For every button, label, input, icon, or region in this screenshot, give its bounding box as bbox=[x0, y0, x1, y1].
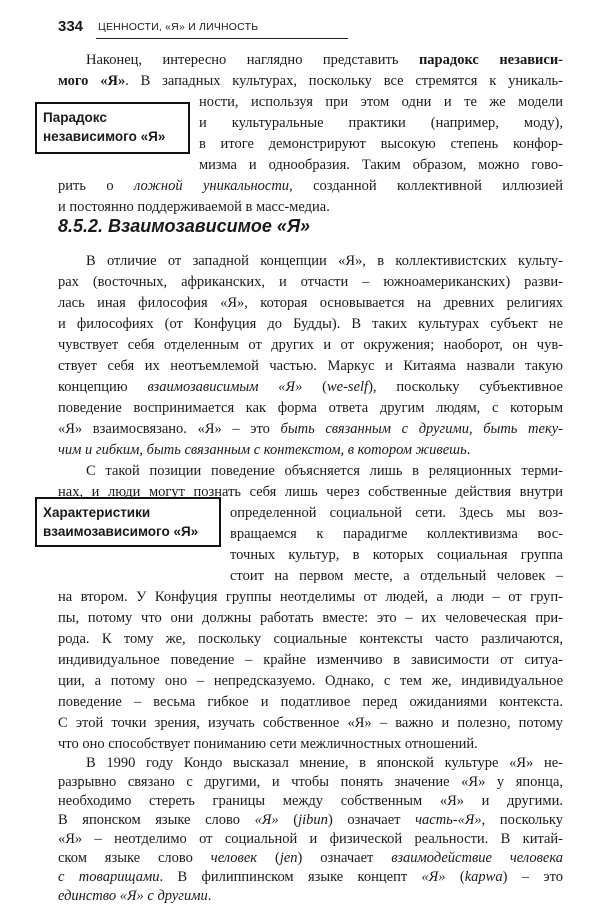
text-line: лась иная философия «Я», которая основывается на древних религиях bbox=[58, 295, 563, 311]
italic-term: ложной уникальности bbox=[134, 178, 290, 194]
text-line: пы, потому что они должны работать вместе: это – их человеческая при- bbox=[58, 610, 563, 626]
italic-term: взаимозависимым «Я» bbox=[147, 379, 303, 395]
text-line: С этой точки зрения, изучать собственное «Я» – важно и полезно, потому bbox=[58, 715, 563, 731]
text-line: чим и гибким, быть связанным с контекстом, в котором живешь. bbox=[58, 442, 471, 458]
text-line: рода. К тому же, поскольку социальные контексты часто различаются, bbox=[58, 631, 563, 647]
text-line: и постоянно поддерживаемой в масс-медиа. bbox=[58, 199, 330, 215]
text-line: вращаемся к парадигме коллективизма вос- bbox=[230, 526, 563, 542]
italic-term: jen bbox=[279, 850, 298, 866]
text-line: концепцию взаимозависимым «Я» (we-self), поскольку субъективное bbox=[58, 379, 563, 395]
text-line: определенной социальной сети. Здесь мы воз- bbox=[230, 505, 563, 521]
text-line: В отличие от западной концепции «Я», в коллективистских культу- bbox=[86, 253, 563, 269]
text-line: ности, используя при этом одни и те же модели bbox=[199, 94, 563, 110]
text-line: С такой позиции поведение объясняется лишь в реляционных терми- bbox=[86, 463, 563, 479]
text-line: и философиях (от Конфуция до Будды). В таких культурах субъект не bbox=[58, 316, 563, 332]
text-line: «Я» – неотделимо от социальной и физической реальности. В китай- bbox=[58, 831, 563, 847]
text-line: Наконец, интересно наглядно представить парадокс независи- bbox=[86, 52, 563, 68]
text-line: единство «Я» с другими. bbox=[58, 888, 212, 904]
italic-term: с товарищами bbox=[58, 869, 160, 885]
text-line: поведение воспринимается как форма ответа другим людям, с которым bbox=[58, 400, 563, 416]
text-line: точных культур, в которых социальная группа bbox=[230, 547, 563, 563]
italic-term: человек bbox=[210, 850, 258, 866]
text-line: индивидуальное поведение – крайне изменчиво в зависимости от ситуа- bbox=[58, 652, 563, 668]
italic-term: «Я» bbox=[254, 812, 279, 828]
text-line: в итоге демонстрируют высокую степень конфор- bbox=[199, 136, 563, 152]
italic-term: kapwa bbox=[464, 869, 503, 885]
text-line: ции, а потому оно – непредсказуемо. Однако, с тем же, индивидуальное bbox=[58, 673, 563, 689]
text-line: необходимо стереть границы между собственным «Я» и другими. bbox=[58, 793, 563, 809]
italic-term: взаимодействие человека bbox=[391, 850, 563, 866]
text-line: мизма и однообразия. Таким образом, можно гово- bbox=[199, 157, 563, 173]
sidebox-characteristics bbox=[35, 497, 221, 547]
section-heading: 8.5.2. Взаимозависимое «Я» bbox=[58, 216, 311, 236]
sidebox-line: независимого «Я» bbox=[43, 129, 166, 144]
text-line: В японском языке слово «Я» (jibun) означает часть-«Я», поскольку bbox=[58, 812, 563, 828]
sidebox-line: Парадокс bbox=[43, 110, 107, 125]
sidebox-paradox bbox=[35, 102, 190, 154]
text-line: чувствует себя отделенным от других и от окружения; наоборот, он чув- bbox=[58, 337, 563, 353]
text-line: поведение – весьма гибкое и податливое перед ожиданиями контекста. bbox=[58, 694, 563, 710]
text-line: рах (восточных, африканских, и отчасти – южноамериканских) разви- bbox=[58, 274, 563, 290]
text-line: с товарищами. В филиппинском языке концепт «Я» (kapwa) – это bbox=[58, 869, 563, 885]
text-line: ском языке слово человек (jen) означает взаимодействие человека bbox=[58, 850, 563, 866]
text-line: на втором. У Конфуция группы неотделимы от людей, а люди – от груп- bbox=[58, 589, 563, 605]
italic-term: единство «Я» с другими bbox=[58, 888, 208, 904]
italic-term: чим и гибким, быть связанным с контекстом, в котором живешь bbox=[58, 442, 467, 458]
text-line: рить о ложной уникальности, созданной коллективной иллюзией bbox=[58, 178, 563, 194]
italic-term: «Я» bbox=[421, 869, 446, 885]
italic-term: часть-«Я» bbox=[415, 812, 482, 828]
sidebox-line: Характеристики bbox=[43, 505, 151, 520]
running-title: ЦЕННОСТИ, «Я» И ЛИЧНОСТЬ bbox=[98, 21, 259, 33]
bold-term: мого «Я» bbox=[58, 73, 126, 89]
text-line: В 1990 году Кондо высказал мнение, в японской культуре «Я» не- bbox=[86, 755, 563, 771]
bold-term: парадокс независи- bbox=[418, 52, 563, 68]
page-header bbox=[58, 18, 563, 40]
italic-term: we-self bbox=[327, 379, 369, 395]
text-line: мого «Я». В западных культурах, поскольку все стремятся к уникаль- bbox=[58, 73, 564, 89]
sidebox-line: взаимозависимого «Я» bbox=[43, 524, 199, 539]
text-line: «Я» взаимосвязано. «Я» – это быть связанным с другими, быть теку- bbox=[58, 421, 563, 437]
italic-term: быть связанным с другими, быть теку- bbox=[280, 421, 563, 437]
text-line: стоит на первом месте, а отдельный человек – bbox=[230, 568, 563, 584]
header-rule bbox=[96, 38, 348, 39]
italic-term: jibun bbox=[298, 812, 328, 828]
text-line: и культуральные практики (например, моду), bbox=[199, 115, 563, 131]
text-line: что оно способствует пониманию сети межличностных отношений. bbox=[58, 736, 478, 752]
text-line: ствует себя их неотъемлемой частью. Маркус и Китаяма назвали такую bbox=[58, 358, 563, 374]
text-line: нах, и люди могут познать себя лишь через собственные действия внутри bbox=[58, 484, 563, 500]
text-line: разрывно связано с другими, и чтобы понять значение «Я» у японца, bbox=[58, 774, 563, 790]
page-number: 334 bbox=[58, 18, 84, 35]
